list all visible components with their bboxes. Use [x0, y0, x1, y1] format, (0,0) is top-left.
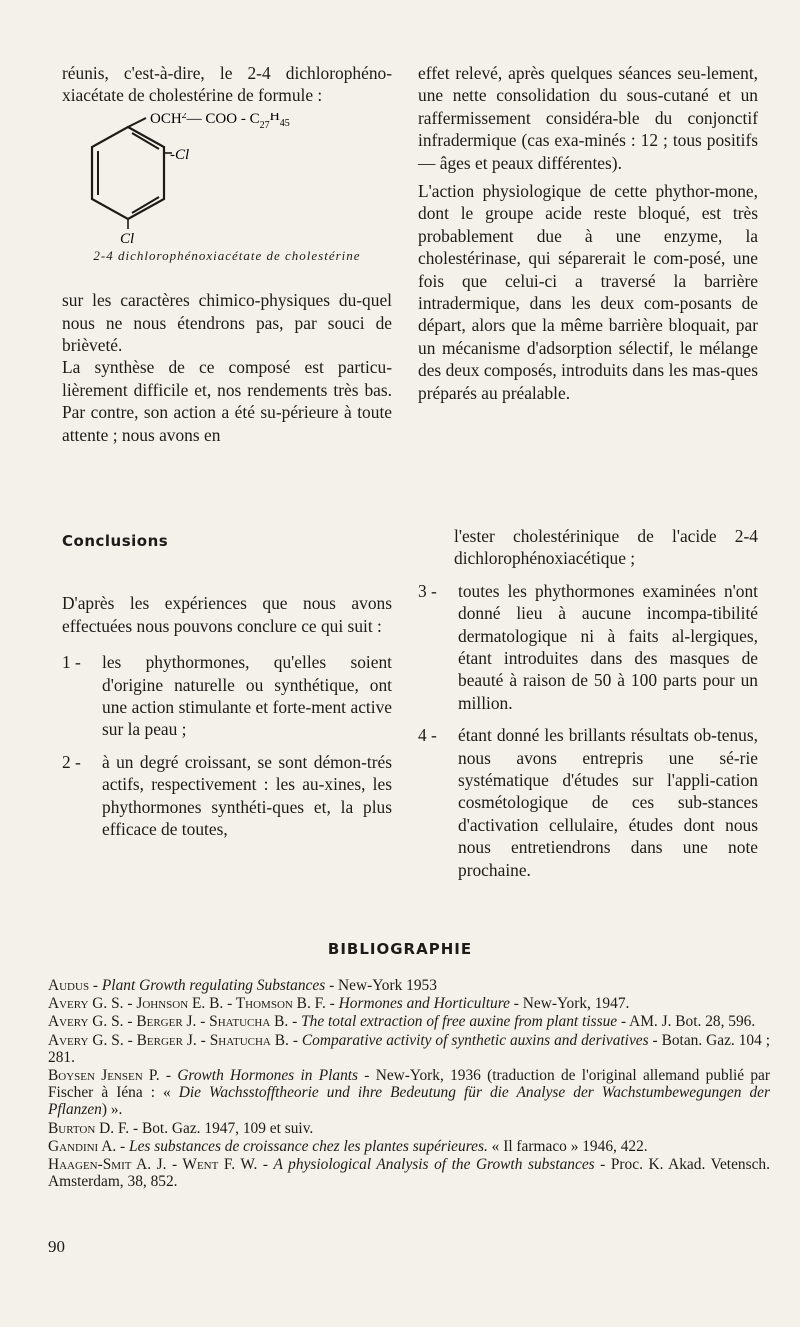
conclusions-list-left — [62, 651, 392, 840]
left-column-conclusions — [62, 530, 392, 850]
hydrogen-subscript: 45 — [279, 117, 290, 129]
ref-title: Les substances de croissance chez les plantes supérieures. — [129, 1137, 488, 1155]
ref-source: - Botan. Gaz. 104 ; 281. — [48, 1031, 770, 1066]
ref-title: Growth Hormones in Plants — [177, 1067, 359, 1085]
ref-title: Comparative activity of synthetic auxins and derivatives — [301, 1031, 649, 1049]
ref-separator: - — [129, 1119, 142, 1137]
paragraph: La synthèse de ce composé est particu-lièrement difficile et, nos rendements très bas. Par contre, son action a été su-périeure à toute attente ; nous avons en — [62, 357, 392, 445]
chemical-formula — [62, 113, 392, 245]
reference — [48, 1138, 770, 1155]
paragraph: réunis, c'est-à-dire, le 2-4 dichlorophéno-xiacétate de cholestérine de formule : — [62, 63, 392, 106]
bibliography-title: BIBLIOGRAPHIE — [327, 940, 473, 958]
ref-original-title: Die Wachsstofftheorie und ihre Bedeutung für die Analyse der Wachstumbewegungen der Pflanzen — [48, 1084, 770, 1119]
ref-separator: - — [257, 1156, 274, 1174]
ref-separator: - — [288, 1031, 302, 1049]
list-text: à un degré croissant, se sont démon-trés actifs, respectivement : les au-xines, les phythormones synthéti-ques et, la plus efficace de toutes, — [102, 751, 392, 840]
page-number: 90 — [48, 1237, 65, 1256]
formula-diagram — [62, 113, 392, 245]
ref-separator: - — [159, 1067, 178, 1085]
ref-source: - AM. J. Bot. 28, 596. — [617, 1013, 756, 1031]
formula-caption: 2-4 dichlorophénoxiacétate de cholestérine — [93, 247, 361, 263]
reference — [48, 1156, 770, 1190]
ether-group: OCH — [150, 112, 182, 127]
ref-authors: Burton D. F. — [48, 1119, 130, 1137]
ref-separator: - — [288, 1013, 302, 1031]
svg-text:OCH2— COO - C27H45 — [150, 113, 290, 131]
bibliography-list — [48, 977, 770, 1191]
reference — [48, 977, 770, 994]
ref-authors: Gandini A. — [48, 1137, 117, 1155]
carbon-subscript: 27 — [259, 119, 270, 131]
list-text: étant donné les brillants résultats ob-tenus, nous avons entrepris une sé-rie systématique d'études sur l'appli-cation cosmétologique de ces sub-stances d'activation cellulaire, études dont nous nous entretiendrons dans une note prochaine. — [458, 725, 758, 880]
ref-title: The total extraction of free auxine from plant tissue — [301, 1013, 618, 1031]
ether-bond — [128, 118, 146, 127]
chlorine-side: -Cl — [170, 146, 190, 163]
ref-source: - New-York, 1947. — [509, 995, 630, 1013]
list-text: les phythormones, qu'elles soient d'origine naturelle ou synthétique, ont une action stimulante et forte-ment active sur la peau ; — [102, 652, 392, 740]
ref-authors: Avery G. S. - Berger J. - Shatucha B. — [48, 1031, 289, 1049]
ref-source: « Il farmaco » 1946, 422. — [487, 1137, 648, 1155]
reference — [48, 1032, 770, 1066]
ref-authors: Avery G. S. - Berger J. - Shatucha B. — [48, 1013, 289, 1031]
list-number: 4 - — [418, 725, 437, 746]
ref-title: A physiological Analysis of the Growth substances — [273, 1156, 595, 1174]
reference — [48, 1013, 770, 1030]
right-column-conclusions — [418, 525, 758, 891]
ether-subscript: 2 — [181, 112, 187, 121]
list-item — [418, 724, 758, 881]
chlorine-bottom: Cl — [120, 230, 135, 245]
reference — [48, 1120, 770, 1137]
benzene-ring — [92, 127, 164, 219]
list-item — [418, 580, 758, 714]
ref-title: Hormones and Horticulture — [338, 995, 510, 1013]
reference — [48, 1067, 770, 1119]
list-number: 3 - — [418, 580, 437, 601]
list-item — [62, 651, 392, 741]
ref-separator: - — [325, 995, 339, 1013]
paragraph: L'action physiologique de cette phythor-mone, dont le groupe acide reste bloqué, est très probablement due à une enzyme, la cholestérinase, qui séparerait le com-posé, une fois que celui-ci a traversé la barrière intradermique, dans les deux com-posants de départ, alors que la même barrière bloquait, par un mécanisme d'adsorption sélectif, le mélange des deux composés, introduits dans les mas-ques préparés au préalable. — [418, 181, 758, 403]
hydrogen: H — [269, 112, 280, 124]
ref-source: Bot. Gaz. 1947, 109 et suiv. — [141, 1119, 314, 1137]
ref-source: - Proc. K. Akad. Vetensch. Amsterdam, 38, 852. — [48, 1156, 770, 1191]
list-item — [62, 751, 392, 841]
section-heading: Conclusions — [62, 532, 169, 550]
conclusions-intro: D'après les expériences que nous avons effectuées nous pouvons conclure ce qui suit : — [62, 593, 392, 636]
ref-authors: Haagen-Smit A. J. - Went F. W. — [48, 1156, 258, 1174]
paragraph: sur les caractères chimico-physiques du-quel nous ne nous étendrons pas, par souci de brièveté. — [62, 290, 392, 356]
ref-source: - New-York 1953 — [325, 977, 437, 994]
ref-separator: - — [89, 977, 102, 994]
ref-authors: Audus — [48, 977, 90, 994]
ester-group: — COO - C — [186, 112, 260, 127]
reference — [48, 995, 770, 1012]
conclusions-list-right — [418, 580, 758, 881]
list-number: 1 - — [62, 652, 81, 673]
left-column-top — [62, 62, 392, 446]
right-column-top — [418, 62, 758, 404]
ref-source-end: ) ». — [101, 1101, 123, 1119]
list-text: toutes les phythormones examinées n'ont donné lieu à aucune incompa-tibilité dermatologique ni à faits al-lergiques, étant introduites dans des masques de beauté à raison de 50 à 100 parts pour un million. — [458, 580, 758, 713]
ref-authors: Boysen Jensen P. — [48, 1067, 160, 1085]
paragraph: effet relevé, après quelques séances seu-lement, une nette consolidation du sous-cutané et un raffermissement considéra-ble du conjonctif infradermique (cas exa-minés : 12 ; tous positifs — âges et peaux différentes). — [418, 63, 758, 173]
ref-authors: Avery G. S. - Johnson E. B. - Thomson B. F. — [48, 995, 326, 1013]
list-number: 2 - — [62, 751, 81, 772]
ref-source: - New-York, 1936 (traduction de l'original allemand publié par Fischer à Iéna : « — [48, 1067, 771, 1102]
ref-separator: - — [116, 1137, 130, 1155]
list-continuation: l'ester cholestérinique de l'acide 2-4 dichlorophénoxiacétique ; — [454, 526, 758, 569]
ref-title: Plant Growth regulating Substances — [101, 977, 326, 994]
